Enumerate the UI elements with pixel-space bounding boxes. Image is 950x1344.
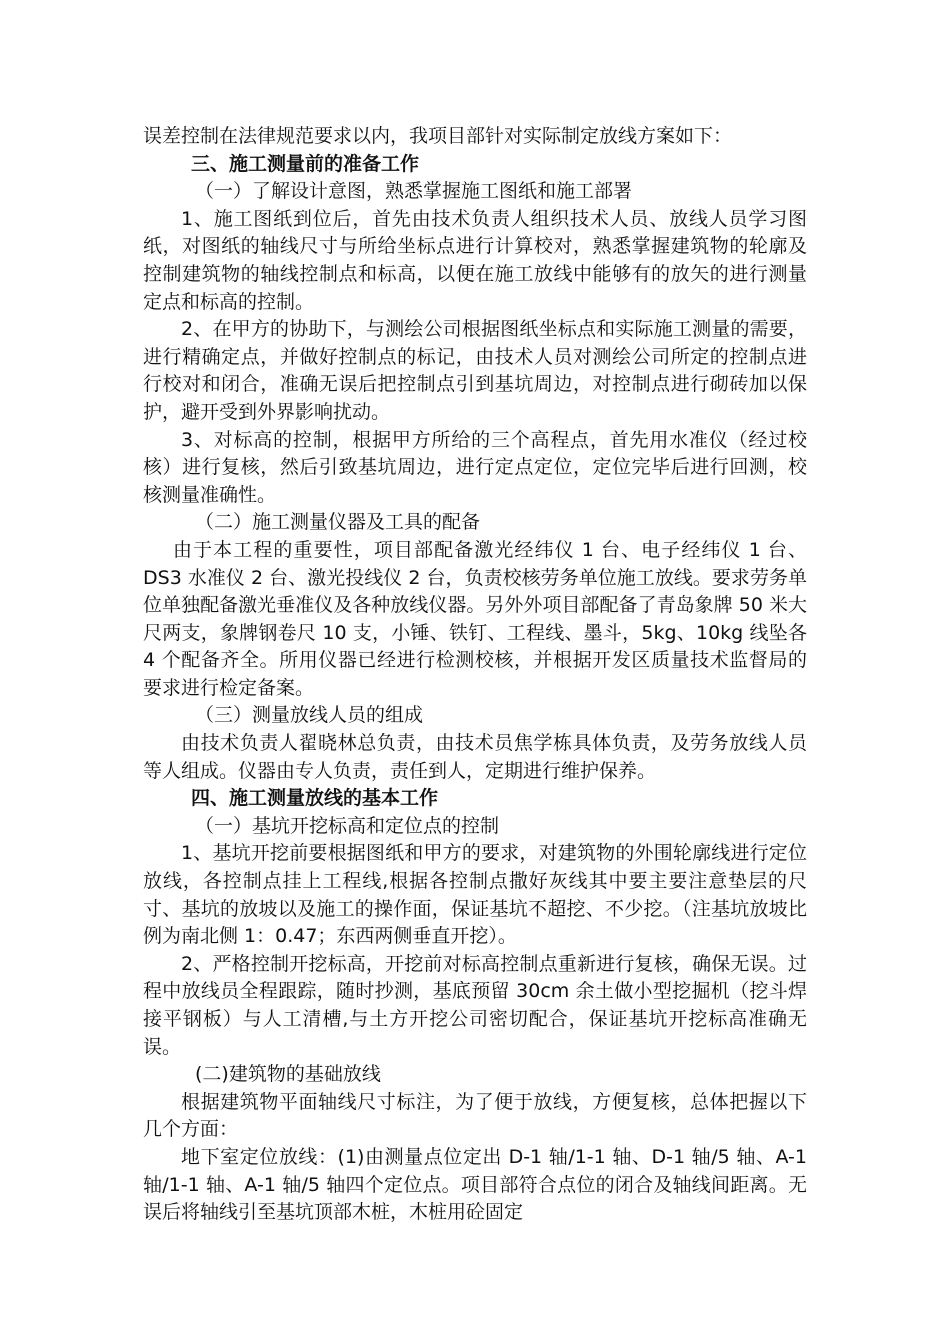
subsection-heading: （一）基坑开挖标高和定位点的控制 xyxy=(195,814,500,837)
paragraph: 误差控制在法律规范要求以内，我项目部针对实际制定放线方案如下： xyxy=(143,125,733,147)
paragraph: 由于本工程的重要性，项目部配备激光经纬仪 1 台、电子经纬仪 1 台、DS3 水准仪 2 台、激光投线仪 2 台，负责校核劳务单位施工放线。要求劳务单位单独配备激光垂准仪及各种放线仪器。另外外项目部配备了青岛象牌 50 米大尺两支，象牌钢卷尺 10 支，小锤、铁钉、工程线、墨斗，5kg、10kg 线坠各 4 个配备齐全。所用仪器已经进行检测校核，并根据开发区质量技术监督局的要求进行检定备案。 xyxy=(143,538,807,699)
subsection-heading: （二）施工测量仪器及工具的配备 xyxy=(195,511,481,534)
paragraph: 1、基坑开挖前要根据图纸和甲方的要求，对建筑物的外围轮廓线进行定位放线，各控制点挂上工程线,根据各控制点撒好灰线其中要主要注意垫层的尺寸、基坑的放坡以及施工的操作面，保证基坑不超挖、不少挖。（注基坑放坡比例为南北侧 1：0.47；东西两侧垂直开挖）。 xyxy=(143,842,807,948)
subsection-heading: （三）测量放线人员的组成 xyxy=(195,704,424,727)
subsection-heading: (二)建筑物的基础放线 xyxy=(195,1063,381,1086)
paragraph: 1、施工图纸到位后，首先由技术负责人组织技术人员、放线人员学习图纸，对图纸的轴线尺寸与所给坐标点进行计算校对，熟悉掌握建筑物的轮廓及控制建筑物的轴线控制点和标高，以便在施工放线中能够有的放矢的进行测量定点和标高的控制。 xyxy=(143,207,807,313)
subsection-heading: （一）了解设计意图，熟悉掌握施工图纸和施工部署 xyxy=(195,180,633,203)
paragraph: 2、在甲方的协助下，与测绘公司根据图纸坐标点和实际施工测量的需要，进行精确定点，并做好控制点的标记，由技术人员对测绘公司所定的控制点进行校对和闭合，准确无误后把控制点引到基坑周边，对控制点进行砌砖加以保护，避开受到外界影响扰动。 xyxy=(143,318,807,423)
section-heading: 三、施工测量前的准备工作 xyxy=(191,152,420,175)
paragraph: 地下室定位放线：(1)由测量点位定出 D-1 轴/1-1 轴、D-1 轴/5 轴、A-1 轴/1-1 轴、A-1 轴/5 轴四个定位点。项目部符合点位的闭合及轴线间距离。无误后将轴线引至基坑顶部木桩，木桩用砼固定 xyxy=(143,1145,807,1224)
paragraph: 根据建筑物平面轴线尺寸标注，为了便于放线，方便复核，总体把握以下几个方面： xyxy=(143,1090,807,1141)
paragraph: 3、对标高的控制，根据甲方所给的三个高程点，首先用水准仪（经过校核）进行复核，然后引致基坑周边，进行定点定位，定位完毕后进行回测，校核测量准确性。 xyxy=(143,428,807,506)
paragraph: 由技术负责人翟晓林总负责，由技术员焦学栋具体负责，及劳务放线人员等人组成。仪器由专人负责，责任到人，定期进行维护保养。 xyxy=(143,732,807,782)
section-heading: 四、施工测量放线的基本工作 xyxy=(191,787,439,810)
paragraph: 2、严格控制开挖标高，开挖前对标高控制点重新进行复核，确保无误。过程中放线员全程跟踪，随时抄测，基底预留 30cm 余土做小型挖掘机（挖斗焊接平钢板）与人工清槽,与土方开挖公司密切配合，保证基坑开挖标高准确无误。 xyxy=(143,952,807,1058)
document-body xyxy=(143,123,807,1227)
